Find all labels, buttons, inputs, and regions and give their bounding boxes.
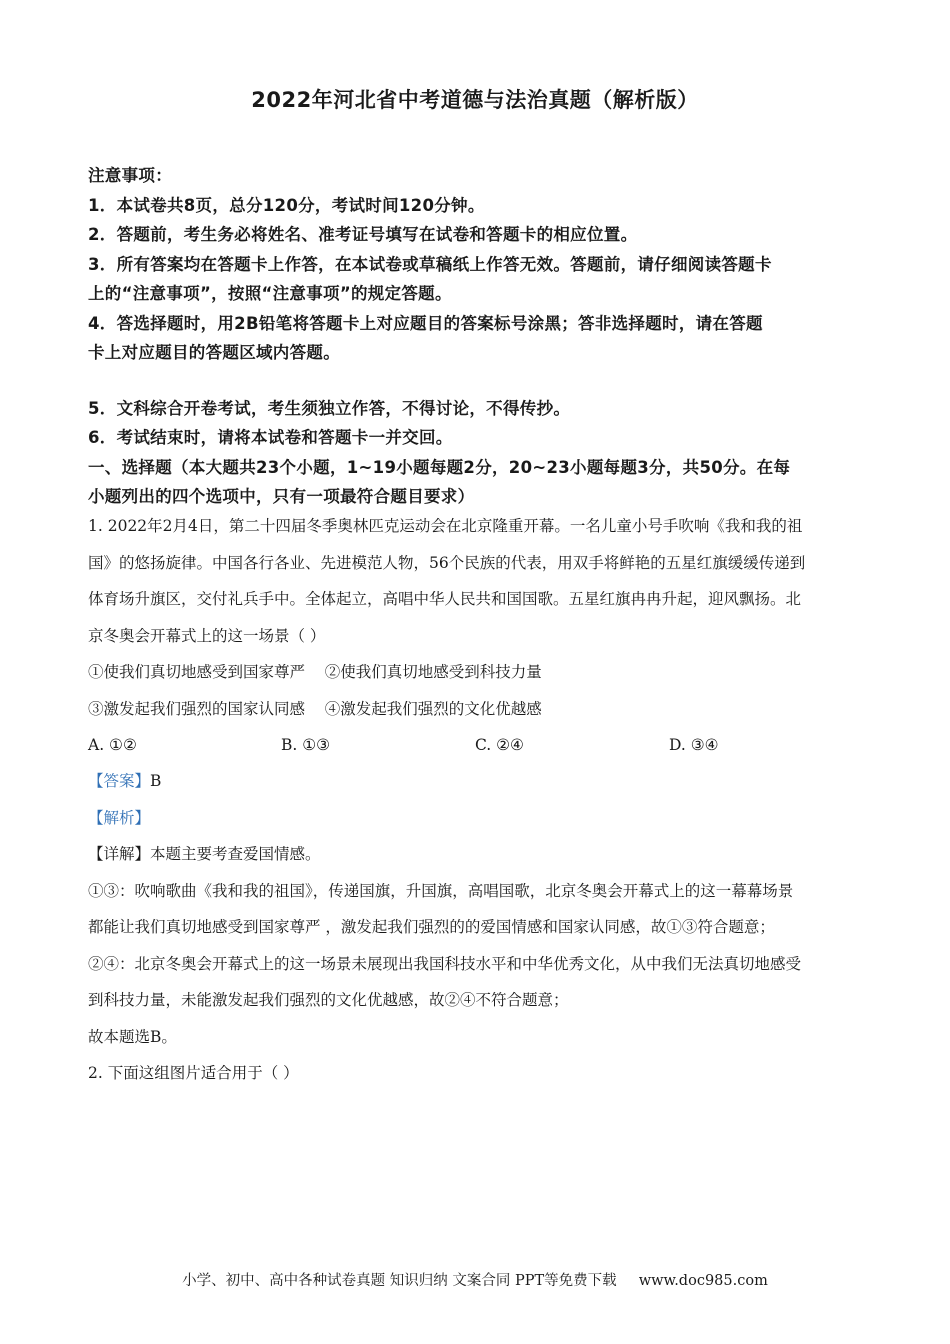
notice-line: 4．答选择题时，用2B铅笔将答题卡上对应题目的答案标号涂黑；答非选择题时，请在答题 bbox=[88, 313, 763, 333]
section-heading: 小题列出的四个选项中，只有一项最符合题目要求） bbox=[88, 487, 475, 506]
question-stem-line: 1. 2022年2月4日，第二十四届冬季奥林匹克运动会在北京隆重开幕。一名儿童小号手吹响《我和我的祖 bbox=[88, 517, 803, 535]
detail-line: 都能让我们真切地感受到国家尊严 ，激发起我们强烈的的爱国情感和国家认同感，故①③符合题意； bbox=[88, 918, 775, 936]
detail-line: 到科技力量，未能激发起我们强烈的文化优越感，故②④不符合题意； bbox=[88, 991, 569, 1009]
notice-section bbox=[88, 161, 878, 512]
section-heading: 一、选择题（本大题共23个小题，1~19小题每题2分，20~23小题每题3分，共50分。在每 bbox=[88, 457, 791, 477]
detail-line: 【详解】本题主要考查爱国情感。 bbox=[88, 845, 321, 863]
question-2-stem: 2. 下面这组图片适合用于（ ） bbox=[88, 1064, 299, 1082]
option-c: C. ②④ bbox=[475, 736, 524, 754]
answer-line bbox=[88, 763, 878, 800]
spacer bbox=[88, 368, 878, 394]
analysis-tag: 【解析】 bbox=[88, 808, 151, 827]
question-stem-line: 体育场升旗区，交付礼兵手中。全体起立，高唱中华人民共和国国歌。五星红旗冉冉升起，迎风飘扬。北 bbox=[88, 590, 802, 608]
option-b: B. ①③ bbox=[281, 736, 331, 754]
notice-line: 5．文科综合开卷考试，考生须独立作答，不得讨论，不得传抄。 bbox=[88, 398, 571, 418]
page-footer bbox=[0, 1269, 950, 1290]
notice-line: 1．本试卷共8页，总分120分，考试时间120分钟。 bbox=[88, 195, 485, 215]
detail-line: ①③：吹响歌曲《我和我的祖国》，传递国旗，升国旗，高唱国歌，北京冬奥会开幕式上的这一幕幕场景 bbox=[88, 881, 794, 900]
notice-line: 6．考试结束时，请将本试卷和答题卡一并交回。 bbox=[88, 428, 453, 447]
notice-line: 上的“注意事项”，按照“注意事项”的规定答题。 bbox=[88, 284, 452, 303]
analysis-line bbox=[88, 800, 878, 837]
statement-line: ①使我们真切地感受到国家尊严 ②使我们真切地感受到科技力量 bbox=[88, 663, 542, 681]
notice-line: 3．所有答案均在答题卡上作答，在本试卷或草稿纸上作答无效。答题前，请仔细阅读答题卡 bbox=[88, 254, 772, 274]
detail-line: 故本题选B。 bbox=[88, 1027, 177, 1046]
footer-text: 小学、初中、高中各种试卷真题 知识归纳 文案合同 PPT等免费下载 bbox=[182, 1273, 617, 1289]
answer-value: B bbox=[150, 772, 162, 790]
notice-heading: 注意事项： bbox=[88, 166, 172, 185]
question-1 bbox=[88, 508, 878, 1092]
statement-line: ③激发起我们强烈的国家认同感 ④激发起我们强烈的文化优越感 bbox=[88, 699, 542, 718]
option-d: D. ③④ bbox=[669, 736, 719, 754]
document-title: 2022年河北省中考道德与法治真题（解析版） bbox=[251, 88, 699, 112]
question-stem-line: 京冬奥会开幕式上的这一场景（ ） bbox=[88, 626, 326, 645]
answer-options bbox=[88, 727, 878, 763]
footer-site-link[interactable]: www.doc985.com bbox=[638, 1273, 768, 1289]
answer-tag: 【答案】 bbox=[88, 772, 151, 790]
option-a: A. ①② bbox=[88, 736, 137, 754]
question-stem-line: 国》的悠扬旋律。中国各行各业、先进模范人物，56个民族的代表，用双手将鲜艳的五星红旗缓缓传递到 bbox=[88, 553, 806, 572]
notice-line: 卡上对应题目的答题区域内答题。 bbox=[88, 343, 340, 362]
detail-line: ②④：北京冬奥会开幕式上的这一场景未展现出我国科技水平和中华优秀文化，从中我们无法真切地感受 bbox=[88, 954, 802, 973]
notice-line: 2．答题前，考生务必将姓名、准考证号填写在试卷和答题卡的相应位置。 bbox=[88, 225, 638, 244]
